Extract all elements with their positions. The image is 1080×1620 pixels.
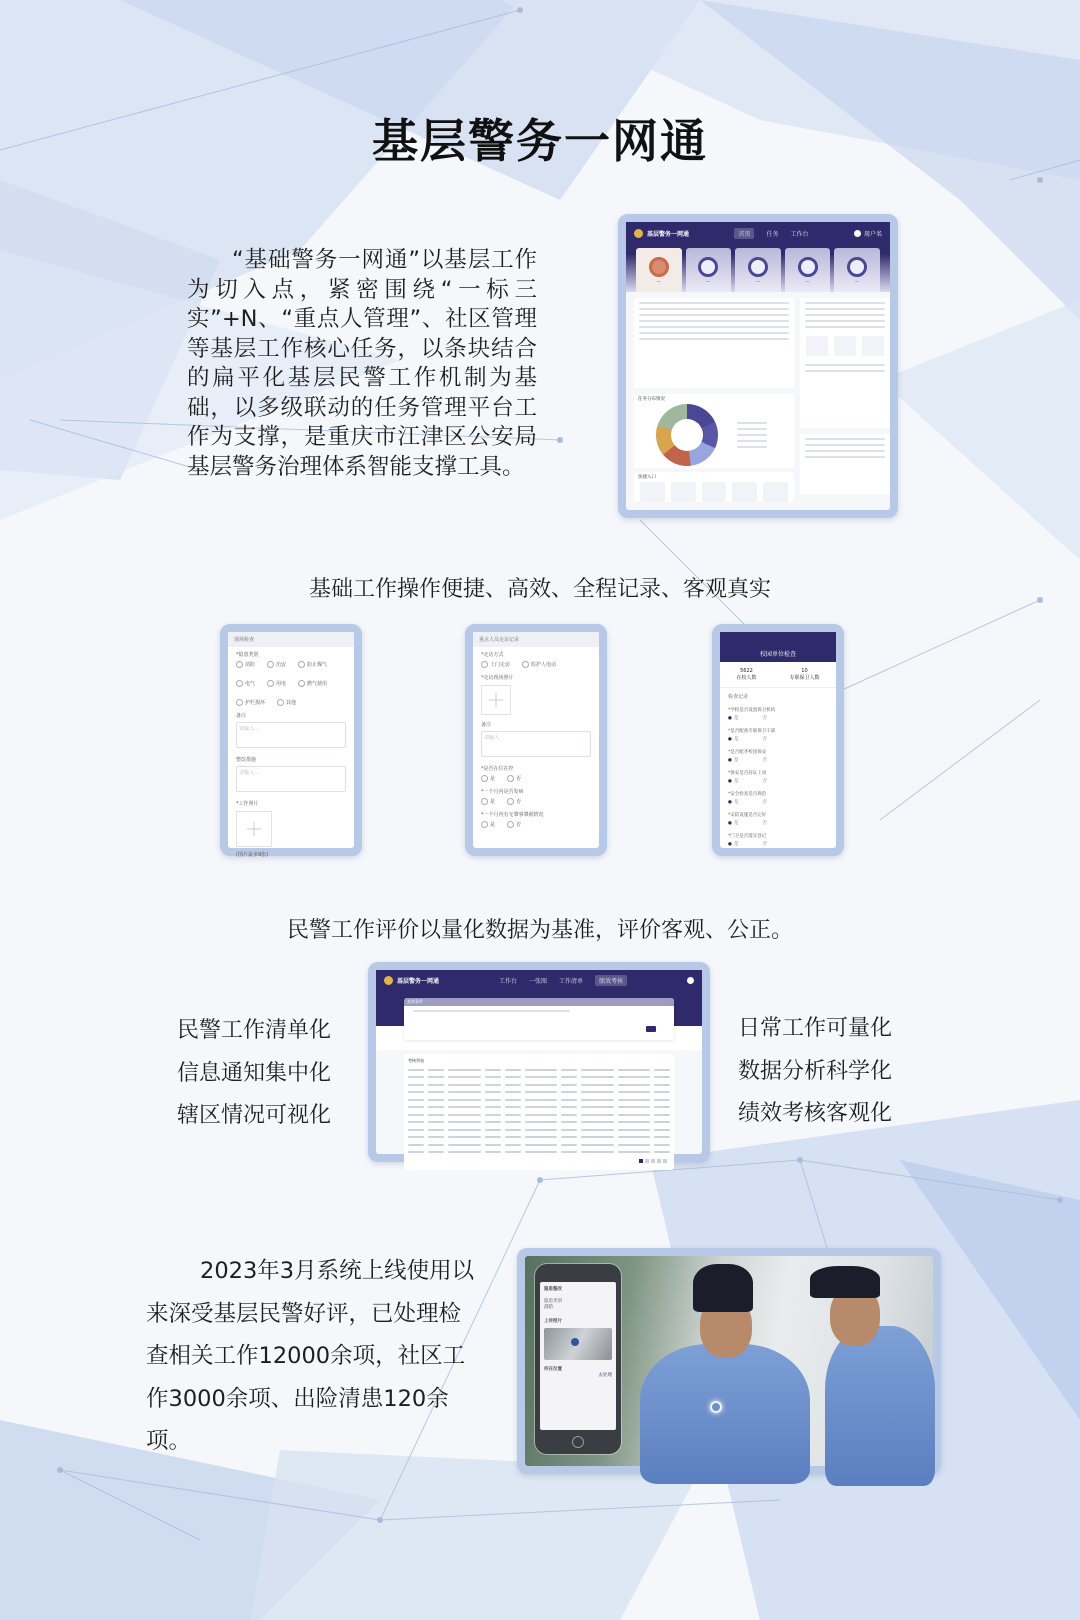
- intro-paragraph: “基础警务一网通”以基层工作为切入点，紧密围绕“一标三实”+N、“重点人管理”、社区管理等基层工作核心任务，以条块结合的扁平化基层民警工作机制为基础，以多级联动的任务管理平台工作为支撑，是重庆市江津区公安局基层警务治理体系智能支撑工具。: [187, 247, 537, 480]
- mobile-screenshot-campus: 校园单位检查 5622 在校人数 10 专职保卫人数 检查记录 *学校是否设置保卫机构 ● 是 否 *是否配备专职保卫干部 ● 是 否 *是否配齐校园保安 ● 是 否 *保安是否持证上岗 ● 是 否 *安全检查是否规范 ● 是 否 *安防设施是否完好 ● 是 否 *门卫是否落实登记 ● 是 否: [712, 624, 844, 856]
- features-left: [161, 1010, 331, 1138]
- features-right: [738, 1008, 918, 1136]
- progress-ring-icon: [649, 257, 669, 277]
- table-row: [408, 1089, 670, 1097]
- dashboard-screenshot: [618, 214, 898, 518]
- officers-photo: [517, 1248, 941, 1474]
- kpi-card[interactable]: —: [686, 248, 732, 292]
- section2-heading: 民警工作评价以量化数据为基准，评价客观、公正。: [286, 918, 793, 943]
- kpi-card[interactable]: —: [834, 248, 880, 292]
- feature-item: 信息通知集中化: [176, 1060, 331, 1086]
- radio-option[interactable]: 其他: [277, 699, 296, 706]
- stats-paragraph: 2023年3月系统上线使用以来深受基层民警好评，已处理检查相关工作12000余项，社区工作3000余项、出险清患120余项。: [146, 1258, 475, 1454]
- officer-figure: [825, 1326, 935, 1486]
- table-row: [408, 1141, 670, 1149]
- police-badge-icon: [384, 976, 393, 985]
- table-row: [408, 1081, 670, 1089]
- campus-stats: 5622 在校人数 10 专职保卫人数: [720, 662, 836, 688]
- officer-figure: [640, 1344, 810, 1484]
- table-row: [408, 1111, 670, 1119]
- user-avatar-icon: [854, 230, 861, 237]
- progress-ring-icon: [798, 257, 818, 277]
- pagination[interactable]: [408, 1156, 670, 1166]
- stats-table-panel: [800, 298, 890, 428]
- kpi-card[interactable]: —: [735, 248, 781, 292]
- feature-item: 民警工作清单化: [176, 1018, 331, 1043]
- feature-item: 绩效考核客观化: [738, 1101, 893, 1126]
- table-row: [408, 1149, 670, 1157]
- filter-section: 查询条件: [376, 990, 702, 1050]
- police-cap: [810, 1266, 880, 1298]
- table-row: [408, 1126, 670, 1134]
- home-button-icon: [572, 1436, 584, 1448]
- feature-item: 日常工作可量化: [738, 1016, 893, 1041]
- submit-link[interactable]: 去处理: [598, 1373, 612, 1378]
- table-navbar: 基层警务一网通 工作台 一张图 工作清单 绩效考核: [376, 970, 702, 990]
- kpi-cards: [626, 244, 890, 292]
- user-menu[interactable]: 用户名: [854, 229, 882, 238]
- table-row: [408, 1134, 670, 1142]
- form-screenshot-visit: 重点人员走访记录 *走访方式 上门走访 监护人电话 *走访现场照片 备注 请输入 *是否在位在控 是 否 *一个月内是否发病 是 否 *一个月内有无肇事肇祸情况 是 否: [465, 624, 607, 856]
- user-avatar-icon: [687, 977, 694, 984]
- page-title: 基层警务一网通: [372, 114, 708, 168]
- progress-ring-icon: [847, 257, 867, 277]
- police-cap: [693, 1264, 753, 1312]
- police-badge-icon: [634, 229, 643, 238]
- table-row: [408, 1096, 670, 1104]
- progress-ring-icon: [748, 257, 768, 277]
- radio-option[interactable]: 用电: [267, 680, 286, 687]
- section1-heading: 基础工作操作便捷、高效、全程记录、客观真实: [308, 577, 771, 602]
- table-row: [408, 1104, 670, 1112]
- uploaded-photo: [544, 1328, 612, 1360]
- user-menu[interactable]: [687, 977, 694, 984]
- feature-item: 数据分析科学化: [738, 1058, 893, 1084]
- phone-overlay: 隐患整改 隐患类别 消防 上传照片 所在位置 去处理: [535, 1264, 621, 1454]
- mobile-titlebar: 校园单位检查: [720, 632, 836, 662]
- radio-option[interactable]: 消防: [236, 661, 255, 668]
- radio-option[interactable]: 防止煤气: [298, 661, 327, 668]
- upload-photo-button[interactable]: [236, 811, 272, 847]
- radio-option[interactable]: 监护人电话: [522, 661, 556, 668]
- kpi-card[interactable]: —: [636, 248, 682, 292]
- note-textarea[interactable]: 请输入...: [236, 722, 346, 748]
- radio-option[interactable]: 护栏损坏: [236, 699, 265, 706]
- table-row: [408, 1119, 670, 1127]
- nav-item-home[interactable]: 首页: [734, 228, 754, 239]
- chart-panel: [634, 394, 794, 468]
- table-header: [408, 1066, 670, 1074]
- radio-option[interactable]: 燃气使用: [298, 680, 327, 687]
- feature-item: 辖区情况可视化: [176, 1103, 331, 1128]
- notice-panel: [800, 434, 890, 494]
- radio-option[interactable]: 电气: [236, 680, 255, 687]
- form-screenshot-hazard: 现场检查 *隐患类别 消防 治安 防止煤气 电气 用电 燃气使用 护栏损坏 其他 备注 请输入... 整改措施 请输入... *工作照片 (图片最多9张): [220, 624, 362, 856]
- highlight-ring-icon: [710, 1401, 722, 1413]
- measure-textarea[interactable]: 请输入...: [236, 766, 346, 792]
- quick-entry-panel: 快捷入口: [634, 472, 794, 502]
- performance-table-screenshot: [368, 962, 710, 1162]
- kpi-card[interactable]: —: [785, 248, 831, 292]
- task-list-panel: [634, 298, 794, 388]
- dashboard-navbar: [626, 222, 890, 244]
- radio-option[interactable]: 治安: [267, 661, 286, 668]
- radio-option[interactable]: 上门走访: [481, 661, 510, 668]
- nav-item-workbench[interactable]: 工作台: [790, 230, 809, 238]
- query-button[interactable]: [646, 1026, 656, 1032]
- donut-chart: [656, 404, 718, 466]
- progress-ring-icon: [698, 257, 718, 277]
- nav-item-tasks[interactable]: 任务: [766, 230, 779, 238]
- note-textarea[interactable]: 请输入: [481, 731, 591, 757]
- hazard-type-options: [236, 661, 346, 706]
- upload-photo-button[interactable]: [481, 685, 511, 715]
- dashboard-brand: 基层警务一网通: [647, 230, 690, 238]
- assessment-table: 考核列表: [404, 1054, 674, 1170]
- table-row: [408, 1074, 670, 1082]
- chart-title: 任务分布情况: [638, 397, 665, 402]
